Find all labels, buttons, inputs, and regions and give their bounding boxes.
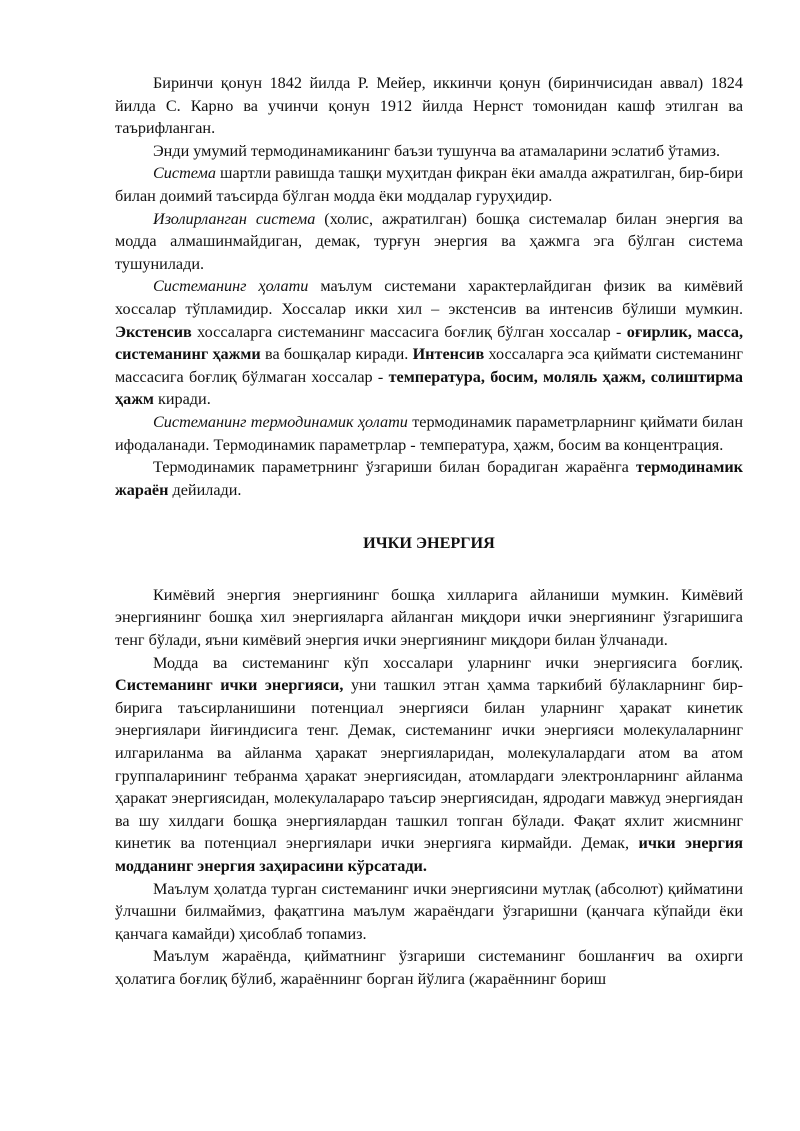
text-state-1: маълум системани характерлайдиган физик ва кимёвий хоссалар тўпламидир. Хоссалар икки хил – экстенсив ва интенсив бўлиши мумкин. (115, 277, 743, 318)
paragraph-thermodynamic-state (115, 411, 743, 456)
internal-energy-conclusion: ички энергия модданинг энергия заҳирасини кўрсатади. (115, 834, 743, 875)
term-system-state: Системанинг ҳолати (153, 277, 309, 296)
paragraph-system-state (115, 275, 743, 411)
term-intensive: Интенсив (412, 345, 485, 364)
paragraph-laws-history: Биринчи қонун 1842 йилда Р. Мейер, иккинчи қонун (биринчисидан аввал) 1824 йилда С. Карно ва учинчи қонун 1912 йилда Нернст томонидан кашф этилган ва таърифланган. (115, 74, 743, 138)
term-thermodynamic-process: термодинамик жараён (115, 458, 743, 499)
text-system: шартли равишда ташқи муҳитдан фикран ёки амалда ажратилган, бир-бири билан доимий таъсирда бўлган модда ёки моддалар гуруҳидир. (115, 164, 743, 205)
text-isolated-system: (холис, ажратилган) бошқа системалар билан энергия ва модда алмашинмайдиган, демак, турғун энергия ва ҳажмга эга бўлган система тушунилади. (115, 209, 743, 273)
text-state-4: хоссаларга эса қиймати системанинг массасига боғлиқ бўлмаган хоссалар - (115, 345, 743, 386)
text-internal-1: Модда ва системанинг кўп хоссалари уларнинг ички энергиясига боғлиқ. (153, 653, 743, 672)
paragraph-internal-energy (115, 652, 743, 878)
text-state-3: ва бошқалар киради. (260, 345, 413, 364)
text-thermodynamic-state: термодинамик параметрларнинг қиймати билан ифодаланади. Термодинамик параметрлар - температура, ҳажм, босим ва концентрация. (115, 412, 743, 454)
document-page (115, 72, 743, 991)
term-extensive: Экстенсив (115, 322, 192, 341)
term-system: Система (153, 164, 216, 183)
paragraph-absolute-value: Маълум ҳолатда турган системанинг ички энергиясини мутлақ (абсолют) қийматини ўлчашни билмаймиз, фақатгина маълум жараёндаги ўзгаришни (қанчага кўпайди ёки қанчага камайди) ҳисоблаб топамиз. (115, 879, 743, 943)
text-process-1: Термодинамик параметрнинг ўзгариши билан борадиган жараёнга (153, 458, 637, 477)
text-state-5: киради. (153, 390, 211, 409)
paragraph-isolated-system (115, 208, 743, 276)
text-internal-2: уни ташкил этган ҳамма таркибий бўлакларнинг бир-бирига таъсирланишини потенциал энергияси билан уларнинг ҳаракат кинетик энергиялари йиғиндисига тенг. Демак, системанинг ички энергияси молекулаларнинг илгариланма ва айланма ҳаракат энергияларидан, молекулалардаги атом ва атом группаларининг тебранма ҳаракат энергиясидан, атомлардаги электронларнинг айланма ҳаракат энергиясидан, молекулалараро таъсир энергиясидан, ядродаги мавжуд энергиядан ва шу хилдаги бошқа энергиялардан ташкил топган бўлади. Фақат яхлит жисмнинг кинетик ва потенциал энергиялари ички энергияга кирмайди. Демак, (115, 676, 743, 853)
extensive-properties: оғирлик, масса, системанинг ҳажми (115, 322, 743, 364)
term-isolated-system: Изолирланган система (153, 209, 316, 228)
section-heading: ИЧКИ ЭНЕРГИЯ (363, 534, 495, 553)
term-thermodynamic-state: Системанинг термодинамик ҳолати (153, 412, 408, 431)
text-state-2: хоссаларга системанинг массасига боғлиқ бўлган хоссалар - (191, 322, 627, 341)
paragraph-chemical-energy: Кимёвий энергия энергиянинг бошқа хилларига айланиши мумкин. Кимёвий энергиянинг бошқа хил энергияларга айланган миқдори ички энергиянинг ўзгаришига тенг бўлади, яъни кимёвий энергия ички энергиянинг миқдори билан ўлчанади. (115, 585, 743, 650)
paragraph-system-definition (115, 162, 743, 207)
paragraph-process-change: Маълум жараёнда, қийматнинг ўзгариши системанинг бошланғич ва охирги ҳолатига боғлиқ бўлиб, жараённинг борган йўлига (жараённинг бориш (115, 947, 743, 988)
paragraph-thermodynamic-process (115, 456, 743, 501)
paragraph-intro-terms: Энди умумий термодинамиканинг баъзи тушунча ва атамаларини эслатиб ўтамиз. (153, 141, 721, 160)
intensive-properties: температура, босим, моляль ҳажм, солиштирма ҳажм (115, 367, 743, 409)
term-internal-energy: Системанинг ички энергияси, (115, 676, 344, 695)
text-process-2: дейилади. (168, 480, 242, 499)
